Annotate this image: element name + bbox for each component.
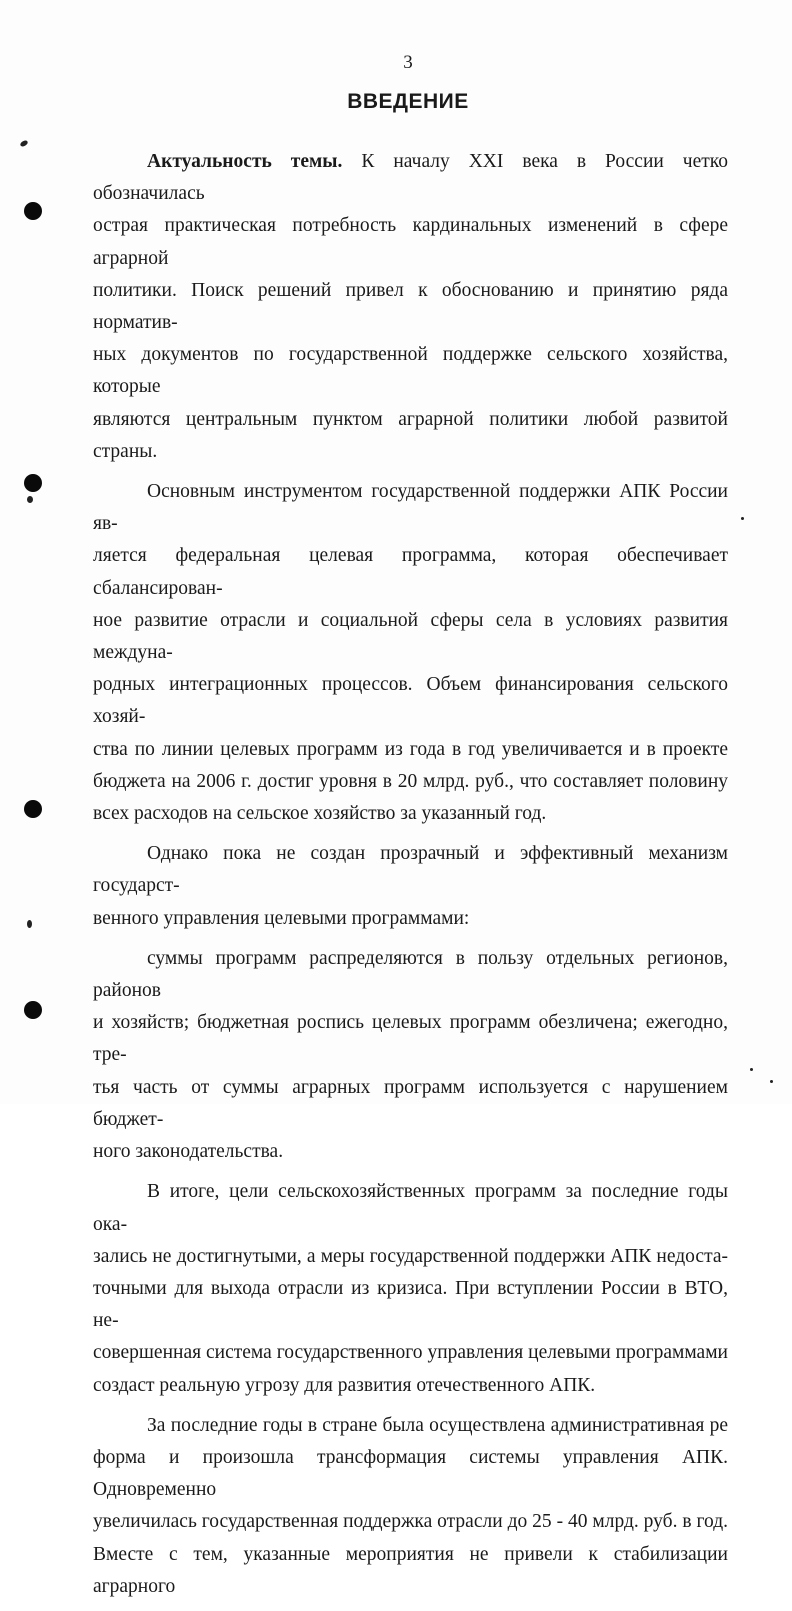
paragraph-3 <box>93 838 728 935</box>
scan-speck <box>770 1080 773 1083</box>
paragraph-line: суммы программ распределяются в пользу отдельных регионов, районов <box>93 947 728 1002</box>
paragraph-line: Однако пока не создан прозрачный и эффективный механизм государст- <box>93 843 728 897</box>
paragraph-line: увеличилась государственная поддержка отрасли до 25 - 40 млрд. руб. в год. <box>93 1511 728 1533</box>
paragraph-2 <box>93 476 728 830</box>
paragraph-line: В итоге, цели сельскохозяйственных программ за последние годы ока- <box>93 1181 728 1235</box>
page-title: ВВЕДЕНИЕ <box>347 90 469 113</box>
paragraph-line: точными для выхода отрасли из кризиса. При вступлении России в ВТО, не- <box>93 1277 728 1332</box>
paragraph-line: Основным инструментом государственной поддержки АПК России яв- <box>93 481 728 535</box>
scan-speck <box>741 517 744 520</box>
paragraph-line: острая практическая потребность кардинальных изменений в сфере аграрной <box>93 215 728 269</box>
paragraph-line: зались не достигнутыми, а меры государственной поддержки АПК недоста- <box>93 1245 728 1267</box>
paragraph-4 <box>93 943 728 1168</box>
punch-hole <box>24 1001 42 1019</box>
punch-hole <box>24 800 42 818</box>
paragraph-line: создаст реальную угрозу для развития отечественного АПК. <box>93 1374 596 1396</box>
paragraph-1 <box>93 146 728 468</box>
paragraph-line: венного управления целевыми программами: <box>93 907 470 929</box>
paragraph-line: Актуальность темы. К началу XXI века в России четко обозначилась <box>93 151 729 205</box>
punch-hole <box>24 202 42 220</box>
body-text <box>93 146 728 1611</box>
paragraph-line: ное развитие отрасли и социальной сферы села в условиях развития междуна- <box>93 609 728 664</box>
paragraph-line: совершенная система государственного управления целевыми программами <box>93 1342 728 1364</box>
paragraph-line: ства по линии целевых программ из года в год увеличивается и в проекте <box>93 738 728 760</box>
scan-speck <box>750 1068 753 1071</box>
paragraph-line: и хозяйств; бюджетная роспись целевых программ обезличена; ежегодно, тре- <box>93 1012 728 1066</box>
paragraph-line: ляется федеральная целевая программа, которая обеспечивает сбалансирован- <box>93 545 728 599</box>
paragraph-line: ного законодательства. <box>93 1141 284 1163</box>
paragraph-line: ных документов по государственной поддержке сельского хозяйства, которые <box>93 344 728 398</box>
paragraph-line: За последние годы в стране была осуществлена административная ре <box>147 1414 728 1436</box>
paragraph-line: являются центральным пунктом аграрной политики любой развитой страны. <box>93 408 728 462</box>
paragraph-line: бюджета на 2006 г. достиг уровня в 20 млрд. руб., что составляет половину <box>93 770 728 792</box>
paragraph-line: всех расходов на сельское хозяйство за указанный год. <box>93 803 547 825</box>
scan-speck <box>27 496 33 503</box>
scan-speck <box>27 920 32 928</box>
page-number: 3 <box>403 52 413 73</box>
paragraph-6 <box>93 1410 728 1603</box>
paragraph-5 <box>93 1176 728 1401</box>
punch-hole <box>24 474 42 492</box>
paragraph-line: тья часть от суммы аграрных программ используется с нарушением бюджет- <box>93 1076 728 1130</box>
scan-speck <box>19 139 28 147</box>
paragraph-line: политики. Поиск решений привел к обоснованию и принятию ряда норматив- <box>93 279 728 334</box>
paragraph-line: Вместе с тем, указанные мероприятия не привели к стабилизации аграрного <box>93 1543 728 1597</box>
lead-phrase: Актуальность темы. <box>147 151 343 172</box>
paragraph-line: форма и произошла трансформация системы управления АПК. Одновременно <box>93 1446 728 1501</box>
paragraph-line: родных интеграционных процессов. Объем финансирования сельского хозяй- <box>93 674 728 728</box>
